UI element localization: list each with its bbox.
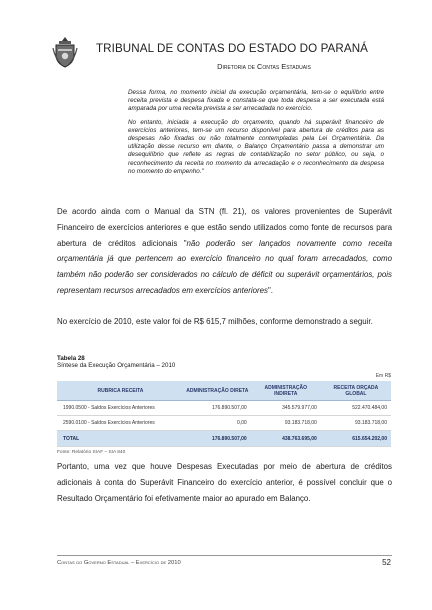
quote-paragraph-2: No entanto, iniciada a execução do orçamento, quando há superávit financeiro de exercícios anteriores, tem-se um recurso disponível para abertura de créditos para as despesas não fixadas ou não totalmente contempladas pela Lei Orçamentária. Da utilização desse recurso em diante, o Balanço Orçamentário passa a demonstrar um desequilíbrio que reflete as regras de contabilização no setor público, ou seja, o reconhecimento da receita no momento da arrecadação e o reconhecimento da despesa no momento do empenho." xyxy=(128,118,384,175)
footer-divider xyxy=(57,555,392,556)
organization-subtitle xyxy=(0,62,432,71)
table-cell: 345.579.977,00 xyxy=(251,401,321,416)
total-label: TOTAL xyxy=(57,431,184,447)
body-paragraph-3: Portanto, uma vez que houve Despesas Executadas por meio de abertura de créditos adicionais à conta do Superávit Financeiro do exercício anterior, é possível concluir que o Resultado Orçamentário foi efetivamente maior ao apurado em Balanço. xyxy=(57,462,392,503)
organization-title: TRIBUNAL DE CONTAS DO ESTADO DO PARANÁ xyxy=(96,42,368,55)
table-cell: 93.183.718,00 xyxy=(251,416,321,431)
quote-paragraph-1: Dessa forma, no momento inicial da execução orçamentária, tem-se o equilíbrio entre receita prevista e despesa fixada e constata-se que toda despesa a ser executada está amparada por uma receita prevista a ser arrecadada no exercício. xyxy=(128,89,384,113)
table-header-row xyxy=(57,381,391,401)
table-unit: Em R$ xyxy=(375,373,391,379)
body-paragraph-1-end: ". xyxy=(267,285,273,295)
table-cell: 93.183.718,00 xyxy=(321,416,391,431)
total-cell: 176.890.507,00 xyxy=(184,431,251,447)
table-row xyxy=(57,401,391,416)
table-total-row xyxy=(57,431,391,447)
column-header-global: RECEITA ORÇADA GLOBAL xyxy=(321,381,391,401)
table-cell: 2590.0100 - Saldos Exercícios Anteriores xyxy=(57,416,184,431)
block-quote xyxy=(128,89,384,181)
column-header-indireta: ADMINISTRAÇÃO INDIRETA xyxy=(251,381,321,401)
body-paragraph-2: No exercício de 2010, este valor foi de R$ 615,7 milhões, conforme demonstrado a seguir. xyxy=(57,317,373,326)
body-paragraph-1-start: De acordo ainda com o Manual da STN (fl. 21), os valores provenientes de Superávit Financeiro de exercícios anteriores e que estão sendo utilizados como fonte de recursos para abertura de créditos adicionais " xyxy=(57,207,392,248)
body-paragraph-1-quote: não poderão ser lançados novamente como receita orçamentária já que pertencem ao exercício financeiro no qual foram arrecadados, como também não poderão ser considerados no cálculo de déficit ou superávit orçamentários, pois representam recursos arrecadados em exercícios anteriores xyxy=(57,238,393,295)
total-cell: 615.654.202,00 xyxy=(321,431,391,447)
table-cell: 522.470.484,00 xyxy=(321,401,391,416)
table-number: Tabela 28 xyxy=(57,355,85,362)
total-cell: 438.763.695,00 xyxy=(251,431,321,447)
organization-subtitle-text: Diretoria de Contas Estaduais xyxy=(217,62,311,71)
table-cell: 176.890.507,00 xyxy=(184,401,251,416)
page-number: 52 xyxy=(382,558,391,567)
body-paragraph-1 xyxy=(57,204,392,299)
table-cell: 0,00 xyxy=(184,416,251,431)
budget-table xyxy=(57,381,391,447)
footer-text: Contas do Governo Estadual – Exercício de 2010 xyxy=(57,560,181,566)
table-source: Fonte: Relatório SIAF – SIA 840 xyxy=(57,450,126,455)
table-caption: Síntese da Execução Orçamentária – 2010 xyxy=(57,362,176,369)
table-cell: 1990.0500 - Saldos Exercícios Anteriores xyxy=(57,401,184,416)
column-header-rubrica: RUBRICA RECEITA xyxy=(57,381,184,401)
column-header-direta: ADMINISTRAÇÃO DIRETA xyxy=(184,381,251,401)
table-row xyxy=(57,416,391,431)
